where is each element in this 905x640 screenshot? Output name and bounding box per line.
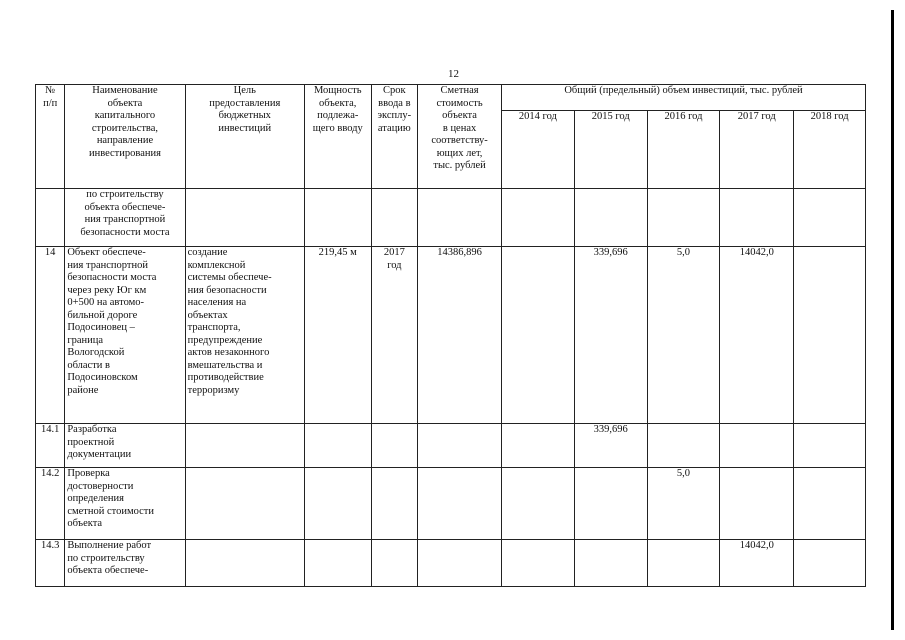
cell-2016: 5,0 [647,247,720,424]
cell-2018 [794,424,866,468]
cell-2018 [794,468,866,540]
cell-goal: создание комплексной системы обеспече- ния безопасности населения на объектах транспорта, предупреждение актов незаконного вмешательства и противодействие терроризму [185,247,304,424]
cell-2015 [574,540,647,587]
header-year-2014: 2014 год [502,111,575,189]
cell-capacity [304,540,371,587]
header-year-2018: 2018 год [794,111,866,189]
cell-num: 14.3 [36,540,65,587]
cell-cost [418,540,502,587]
cell-term: 2017 год [371,247,418,424]
cell-goal [185,189,304,247]
cell-2017 [720,424,794,468]
cell-2016 [647,189,720,247]
header-name: Наименование объекта капитального строительства, направление инвестирования [65,85,185,189]
header-year-2016: 2016 год [647,111,720,189]
header-term: Срок ввода в эксплу- атацию [371,85,418,189]
cell-2017 [720,468,794,540]
header-year-2015: 2015 год [574,111,647,189]
cell-capacity: 219,45 м [304,247,371,424]
cell-term [371,189,418,247]
cell-goal [185,540,304,587]
cell-2015: 339,696 [574,247,647,424]
header-capacity: Мощность объекта, подлежа- щего вводу [304,85,371,189]
cell-2014 [502,540,575,587]
cell-2017: 14042,0 [720,247,794,424]
cell-name: Разработка проектной документации [65,424,185,468]
cell-2017 [720,189,794,247]
cell-2014 [502,189,575,247]
cell-name: Объект обеспече- ния транспортной безопасности моста через реку Юг км 0+500 на автомо- бильной дороге Подосиновец – граница Вологодской области в Подосиновском районе [65,247,185,424]
page-number: 12 [448,68,459,80]
header-goal: Цель предоставления бюджетных инвестиций [185,85,304,189]
cell-cost [418,424,502,468]
cell-term [371,424,418,468]
cell-num [36,189,65,247]
table-row [36,424,866,468]
cell-2014 [502,247,575,424]
header-cost: Сметная стоимость объекта в ценах соответству- ющих лет, тыс. рублей [418,85,502,189]
cell-2014 [502,468,575,540]
cell-2016 [647,424,720,468]
cell-2018 [794,189,866,247]
cell-num: 14.2 [36,468,65,540]
cell-2016 [647,540,720,587]
cell-2018 [794,247,866,424]
header-num: № п/п [36,85,65,189]
page-edge-line [891,10,894,630]
cell-2015 [574,468,647,540]
cell-capacity [304,468,371,540]
cell-cost: 14386,896 [418,247,502,424]
header-total-investment: Общий (предельный) объем инвестиций, тыс. рублей [502,85,866,111]
header-year-2017: 2017 год [720,111,794,189]
cell-name: по строительству объекта обеспече- ния транспортной безопасности моста [65,189,185,247]
cell-2014 [502,424,575,468]
cell-cost [418,189,502,247]
cell-term [371,468,418,540]
cell-num: 14.1 [36,424,65,468]
investment-table [35,84,866,587]
cell-2018 [794,540,866,587]
cell-2016: 5,0 [647,468,720,540]
cell-cost [418,468,502,540]
cell-2015 [574,189,647,247]
cell-2017: 14042,0 [720,540,794,587]
cell-name: Проверка достоверности определения сметной стоимости объекта [65,468,185,540]
table-row [36,540,866,587]
cell-2015: 339,696 [574,424,647,468]
cell-term [371,540,418,587]
table-row [36,468,866,540]
cell-goal [185,468,304,540]
cell-name: Выполнение работ по строительству объекта обеспече- [65,540,185,587]
table-row [36,189,866,247]
cell-capacity [304,424,371,468]
cell-capacity [304,189,371,247]
cell-goal [185,424,304,468]
cell-num: 14 [36,247,65,424]
table-row [36,247,866,424]
